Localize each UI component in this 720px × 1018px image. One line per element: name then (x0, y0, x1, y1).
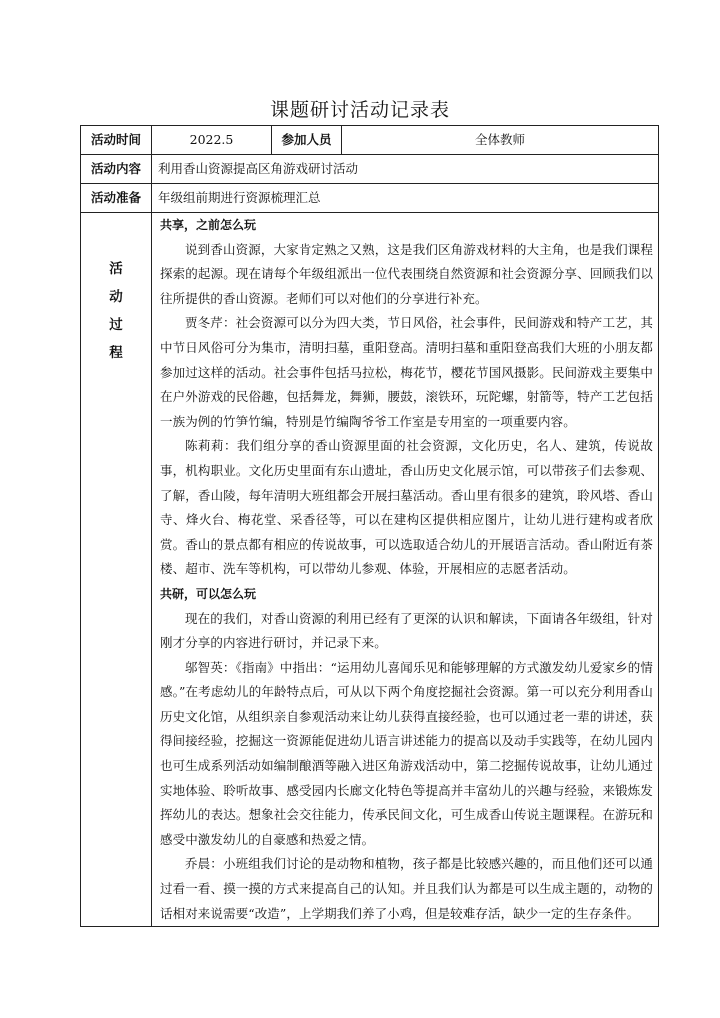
activity-process-label (81, 213, 152, 927)
row-activity-process (81, 213, 659, 927)
participants-value: 全体教师 (342, 126, 659, 155)
row-activity-prep (81, 184, 659, 213)
paragraph-intro: 说到香山资源，大家肯定熟之又熟，这是我们区角游戏材料的大主角，也是我们课程探索的起源。现在请每个年级组派出一位代表围绕自然资源和社会资源分享、回顾我们以往所提供的香山资源。老师们可以对他们的分享进行补充。 (160, 241, 653, 306)
process-label-char: 程 (109, 345, 123, 361)
paragraph-wu-zhiying: 邬智英：《指南》中指出：“运用幼儿喜闻乐见和能够理解的方式激发幼儿爱家乡的情感。”在考虑幼儿的年龄特点后，可从以下两个角度挖掘社会资源。第一可以充分利用香山历史文化馆，从组织亲自参观活动来让幼儿获得直接经验，也可以通过老一辈的讲述，获得间接经验，挖掘这一资源能促进幼儿语言讲述能力的提高以及动手实践等，在幼儿园内也可生成系列活动如编制酿酒等融入进区角游戏活动中，第二挖掘传说故事，让幼儿通过实地体验、聆听故事、感受园内长廊文化特色等提高并丰富幼儿的兴趣与经验，来锻炼发挥幼儿的表达。想象社会交往能力，传承民间文化，可生成香山传说主题课程。在游玩和感受中激发幼儿的自豪感和热爱之情。 (160, 659, 653, 847)
process-label-char: 活 (109, 261, 123, 277)
process-label-char: 过 (109, 317, 123, 333)
document-title: 课题研讨活动记录表 (269, 99, 450, 121)
record-table (80, 125, 659, 927)
activity-content-label: 活动内容 (81, 155, 152, 184)
activity-content-value: 利用香山资源提高区角游戏研讨活动 (152, 155, 659, 184)
activity-process-content (152, 213, 659, 927)
activity-prep-label: 活动准备 (81, 184, 152, 213)
activity-prep-value: 年级组前期进行资源梳理汇总 (152, 184, 659, 213)
paragraph-research-intro: 现在的我们，对香山资源的利用已经有了更深的认识和解读，下面请各年级组，针对刚才分享的内容进行研讨，并记录下来。 (160, 610, 653, 651)
section-heading-research: 共研，可以怎么玩 (160, 586, 257, 601)
participants-label: 参加人员 (272, 126, 342, 155)
process-label-char: 动 (109, 289, 123, 305)
row-activity-time (81, 126, 659, 155)
paragraph-chen-lili: 陈莉莉：我们组分享的香山资源里面的社会资源，文化历史，名人、建筑，传说故事，机构职业。文化历史里面有东山遗址，香山历史文化展示馆，可以带孩子们去参观、了解，香山陵，每年清明大班组都会开展扫墓活动。香山里有很多的建筑，聆风塔、香山寺、烽火台、梅花堂、采香径等，可以在建构区提供相应图片，让幼儿进行建构或者欣赏。香山的景点都有相应的传说故事，可以选取适合幼儿的开展语言活动。香山附近有茶楼、超市、洗车等机构，可以带幼儿参观、体验，开展相应的志愿者活动。 (160, 438, 653, 577)
activity-time-value: 2022.5 (152, 126, 272, 155)
section-heading-share: 共享，之前怎么玩 (160, 218, 257, 232)
activity-time-label: 活动时间 (81, 126, 152, 155)
paragraph-jia-dongqin: 贾冬芹：社会资源可以分为四大类，节日风俗，社会事件，民间游戏和特产工艺，其中节日风俗可分为集市，清明扫墓，重阳登高。清明扫墓和重阳登高我们大班的小朋友都参加过这样的活动。社会事件包括马拉松，梅花节，樱花节国风摄影。民间游戏主要集中在户外游戏的民俗趣，包括舞龙，舞狮，腰鼓，滚铁环，玩陀螺，射箭等，特产工艺包括一族为例的竹笋竹编，特别是竹编陶爷爷工作室是专用室的一项重要内容。 (160, 315, 653, 429)
row-activity-content (81, 155, 659, 184)
paragraph-qiao-chen: 乔晨：小班组我们讨论的是动物和植物，孩子都是比较感兴趣的，而且他们还可以通过看一看、摸一摸的方式来提高自己的认知。并且我们认为都是可以生成主题的，动物的话相对来说需要“改造”，上学期我们养了小鸡，但是较难存活，缺少一定的生存条件。 (160, 856, 653, 921)
